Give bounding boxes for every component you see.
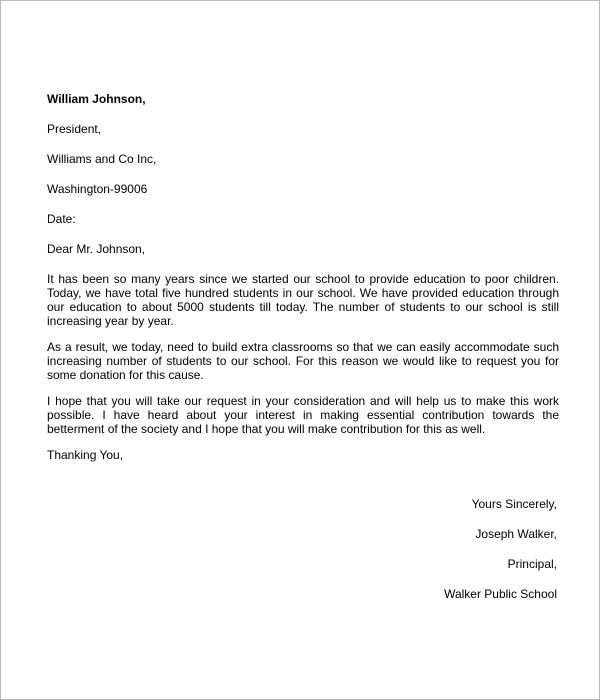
signer-name: Joseph Walker, xyxy=(475,527,557,541)
paragraph-2: As a result, we today, need to build extra classrooms so that we can easily accommodate such increasing number of students to our school. For this reason we would like to request you for some donation for this cause. xyxy=(47,340,559,382)
recipient-name: William Johnson, xyxy=(47,92,146,106)
recipient-company: Williams and Co Inc, xyxy=(47,152,157,166)
date-line: Date: xyxy=(47,212,76,226)
recipient-address: Washington-99006 xyxy=(47,182,148,196)
signer-organization: Walker Public School xyxy=(444,587,557,601)
paragraph-3: I hope that you will take our request in your consideration and will help us to make this work possible. I have heard about your interest in making essential contribution towards the betterment of the society and I hope that you will make contribution for this as well. xyxy=(47,394,559,436)
letter-body xyxy=(47,92,559,488)
closing-line: Thanking You, xyxy=(47,448,124,462)
paragraph-1: It has been so many years since we started our school to provide education to poor children. Today, we have total five hundred students in our school. We have provided education through our education to about 5000 students till today. The number of students to our school is still increasing year by year. xyxy=(47,272,559,328)
signer-title: Principal, xyxy=(507,557,557,571)
signature-block xyxy=(444,497,557,617)
salutation: Dear Mr. Johnson, xyxy=(47,242,146,256)
recipient-title: President, xyxy=(47,122,102,136)
valediction: Yours Sincerely, xyxy=(471,497,557,511)
